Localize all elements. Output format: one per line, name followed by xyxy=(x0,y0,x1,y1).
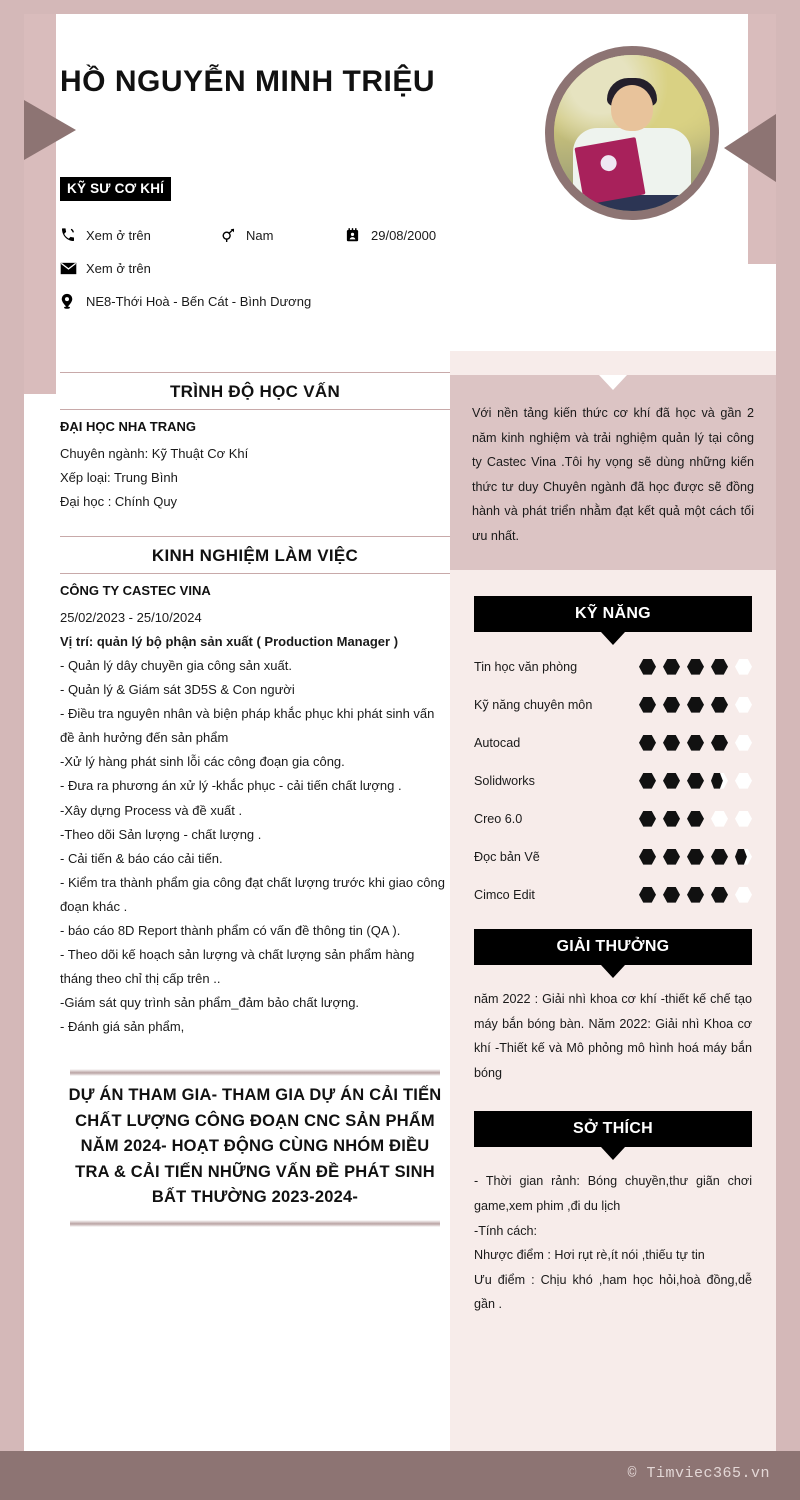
spacer xyxy=(60,514,450,536)
page-title: HỒ NGUYỄN MINH TRIỆU xyxy=(60,65,436,98)
phone-icon xyxy=(60,227,82,243)
contact-info xyxy=(60,226,480,327)
skill-dot-icon xyxy=(711,886,728,903)
skill-dot-icon xyxy=(711,848,728,865)
skills-list xyxy=(474,658,752,903)
experience-bullet: -Theo dõi Sản lượng - chất lượng . xyxy=(60,826,262,842)
skill-dot-icon xyxy=(639,658,656,675)
experience-position: Vị trí: quản lý bộ phận sản xuất ( Production Manager ) xyxy=(60,634,399,650)
contact-row-2 xyxy=(60,261,480,276)
skill-row xyxy=(474,848,752,865)
contact-row-1 xyxy=(60,226,480,244)
footer-credit: © Timviec365.vn xyxy=(627,1465,770,1482)
footer xyxy=(0,1451,800,1500)
education-line: Chuyên ngành: Kỹ Thuật Cơ Khí xyxy=(60,446,249,461)
skill-row xyxy=(474,772,752,789)
summary-notch-icon xyxy=(599,375,627,390)
experience-entry xyxy=(60,583,450,1039)
experience-bullet: - Điều tra nguyên nhân và biện pháp khắc phục khi phát sinh vấn đề ảnh hưởng đến sản phẩm xyxy=(60,706,435,746)
contact-email xyxy=(60,261,151,276)
skill-dot-icon xyxy=(639,696,656,713)
skill-rating xyxy=(639,734,752,751)
project-text: DỰ ÁN THAM GIA- THAM GIA DỰ ÁN CẢI TIẾN CHẤT LƯỢNG CÔNG ĐOẠN CNC SẢN PHẨM NĂM 2024- HOẠT ĐỘNG CÙNG NHÓM ĐIỀU TRA & CẢI TIẾN NHỮNG VẤN ĐỀ PHÁT SINH BẤT THƯỜNG 2023-2024- xyxy=(68,1085,442,1207)
avatar-diploma xyxy=(574,137,645,205)
skill-name: Cimco Edit xyxy=(474,887,535,902)
job-title-badge: KỸ SƯ CƠ KHÍ xyxy=(60,177,171,201)
avatar-face xyxy=(611,85,653,131)
experience-bullet: - Quản lý & Giám sát 3D5S & Con người xyxy=(60,682,295,698)
avatar-photo xyxy=(554,55,710,211)
skill-rating xyxy=(639,658,752,675)
hobbies-notch-icon xyxy=(601,1147,625,1160)
skill-dot-icon xyxy=(711,734,728,751)
skill-dot-icon xyxy=(687,848,704,865)
skill-dot-icon xyxy=(687,886,704,903)
skill-dot-icon xyxy=(711,696,728,713)
section-title-experience: KINH NGHIỆM LÀM VIỆC xyxy=(60,536,450,574)
summary-text: Với nền tảng kiến thức cơ khí đã học và gần 2 năm kinh nghiệm và trải nghiệm quản lý tại công ty Castec Vina .Tôi hy vọng sẽ dùng những kiến thức tư duy Chuyên ngành đã học được sẽ đồng hành và phát triển nhằm đạt kết quả một cách tối ưu nhất. xyxy=(472,406,754,543)
education-line: Đại học : Chính Quy xyxy=(60,494,178,510)
awards-text: năm 2022 : Giải nhì khoa cơ khí -thiết kế chế tạo máy bắn bóng bàn. Năm 2022: Giải nhì Khoa cơ khí -Thiết kế và Mô phỏng mô hình hoá máy bắn bóng xyxy=(474,992,752,1080)
skill-dot-icon xyxy=(711,772,728,789)
section-title-awards-label: GIẢI THƯỞNG xyxy=(556,938,670,956)
avatar xyxy=(545,46,719,220)
skill-name: Solidworks xyxy=(474,773,535,788)
location-pin-icon xyxy=(60,293,82,310)
experience-bullet: -Giám sát quy trình sản phẩm_đảm bảo chất lượng. xyxy=(60,994,360,1010)
skill-rating xyxy=(639,848,752,865)
skill-dot-icon xyxy=(711,810,728,827)
skill-row xyxy=(474,886,752,903)
experience-bullet: - Kiểm tra thành phẩm gia công đạt chất lượng trước khi giao công đoạn khác . xyxy=(60,874,445,914)
section-title-skills-label: KỸ NĂNG xyxy=(575,605,651,623)
skill-dot-icon xyxy=(663,772,680,789)
skill-dot-icon xyxy=(735,886,752,903)
skill-row xyxy=(474,658,752,675)
contact-phone xyxy=(60,227,220,243)
skill-name: Creo 6.0 xyxy=(474,811,523,826)
skill-dot-icon xyxy=(663,810,680,827)
hobby-line: Ưu điểm : Chịu khó ,ham học hỏi,hoà đồng,dễ gần . xyxy=(474,1272,752,1312)
section-title-awards xyxy=(474,929,752,965)
skill-name: Autocad xyxy=(474,735,521,750)
contact-gender xyxy=(220,226,345,244)
section-title-skills xyxy=(474,596,752,632)
skill-dot-icon xyxy=(735,696,752,713)
skill-dot-icon xyxy=(735,734,752,751)
skill-dot-icon xyxy=(687,772,704,789)
experience-bullet: - Theo dõi kế hoạch sản lượng và chất lượng sản phẩm hàng tháng theo chỉ thị cấp trên .. xyxy=(60,946,415,986)
skill-dot-icon xyxy=(663,696,680,713)
experience-bullet: - Đưa ra phương án xử lý -khắc phục - cải tiến chất lượng . xyxy=(60,778,402,794)
skills-notch-icon xyxy=(601,632,625,645)
experience-company: CÔNG TY CASTEC VINA xyxy=(60,583,211,599)
envelope-icon xyxy=(60,262,82,275)
skill-dot-icon xyxy=(639,772,656,789)
skill-rating xyxy=(639,696,752,713)
contact-phone-value: Xem ở trên xyxy=(86,227,151,243)
skill-dot-icon xyxy=(735,848,752,865)
skill-rating xyxy=(639,772,752,789)
section-title-education: TRÌNH ĐỘ HỌC VẤN xyxy=(60,372,450,410)
skill-dot-icon xyxy=(663,848,680,865)
skill-dot-icon xyxy=(735,658,752,675)
contact-email-value: Xem ở trên xyxy=(86,261,151,276)
section-title-hobbies xyxy=(474,1111,752,1147)
hobby-line: Nhược điểm : Hơi rụt rè,ít nói ,thiếu tự tin xyxy=(474,1248,705,1263)
skill-dot-icon xyxy=(639,734,656,751)
skill-dot-icon xyxy=(735,810,752,827)
sidebar xyxy=(450,351,776,1451)
education-entry xyxy=(60,419,450,514)
hobbies-body xyxy=(474,1169,752,1316)
skill-dot-icon xyxy=(663,658,680,675)
education-line: Xếp loại: Trung Bình xyxy=(60,470,178,486)
gender-icon xyxy=(220,226,242,244)
experience-bullet: - Quản lý dây chuyền gia công sản xuất. xyxy=(60,658,292,674)
section-title-hobbies-label: SỞ THÍCH xyxy=(572,1120,654,1138)
skill-dot-icon xyxy=(687,810,704,827)
summary-block xyxy=(450,375,776,570)
experience-period: 25/02/2023 - 25/10/2024 xyxy=(60,610,202,626)
experience-bullet: - Đánh giá sản phẩm, xyxy=(60,1018,185,1034)
calendar-icon xyxy=(345,227,367,243)
contact-address xyxy=(60,293,311,310)
cv-page xyxy=(24,14,776,1451)
skill-dot-icon xyxy=(639,848,656,865)
skill-row xyxy=(474,696,752,713)
skill-dot-icon xyxy=(639,886,656,903)
skill-row xyxy=(474,734,752,751)
skill-dot-icon xyxy=(735,772,752,789)
hobby-line: - Thời gian rảnh: Bóng chuyền,thư giãn chơi game,xem phim ,đi du lịch xyxy=(474,1174,752,1214)
skill-dot-icon xyxy=(663,886,680,903)
skill-dot-icon xyxy=(687,696,704,713)
skill-name: Đọc bản Vẽ xyxy=(474,849,540,864)
skill-row xyxy=(474,810,752,827)
awards-body xyxy=(474,987,752,1085)
skill-name: Tin học văn phòng xyxy=(474,659,578,674)
contact-birthday xyxy=(345,227,436,243)
skill-dot-icon xyxy=(687,734,704,751)
hobby-line: -Tính cách: xyxy=(474,1223,537,1238)
skill-name: Kỹ năng chuyên môn xyxy=(474,697,593,712)
skill-dot-icon xyxy=(639,810,656,827)
skill-dot-icon xyxy=(711,658,728,675)
avatar-diploma-seal xyxy=(599,154,618,173)
experience-bullet: -Xử lý hàng phát sinh lỗi các công đoạn gia công. xyxy=(60,754,345,770)
project-block xyxy=(60,1069,450,1227)
awards-notch-icon xyxy=(601,965,625,978)
contact-row-3 xyxy=(60,293,480,310)
skill-dot-icon xyxy=(687,658,704,675)
main-column xyxy=(60,372,450,1227)
cv-header xyxy=(24,14,776,354)
skill-dot-icon xyxy=(663,734,680,751)
experience-bullet: - báo cáo 8D Report thành phẩm có vấn đề thông tin (QA ). xyxy=(60,922,401,938)
experience-bullet: - Cải tiến & báo cáo cải tiến. xyxy=(60,850,223,866)
contact-address-value: NE8-Thới Hoà - Bến Cát - Bình Dương xyxy=(86,294,312,309)
education-school: ĐẠI HỌC NHA TRANG xyxy=(60,419,197,434)
skill-rating xyxy=(639,886,752,903)
experience-bullet: -Xây dựng Process và đề xuất . xyxy=(60,802,243,818)
skill-rating xyxy=(639,810,752,827)
contact-gender-value: Nam xyxy=(246,227,274,243)
contact-birthday-value: 29/08/2000 xyxy=(371,227,437,243)
